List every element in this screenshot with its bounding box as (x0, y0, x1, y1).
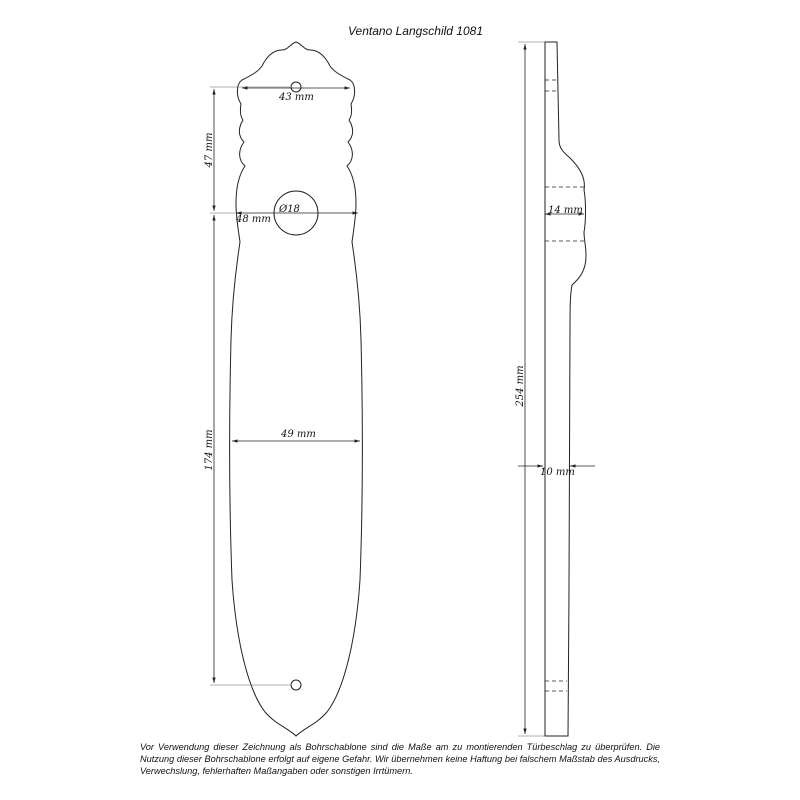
dim-label-254: 254 mm (515, 365, 526, 407)
drawing-title: Ventano Langschild 1081 (348, 24, 483, 38)
dim-label-47: 47 mm (204, 132, 215, 168)
dim-label-hole-diameter: Ø18 (279, 204, 300, 215)
dim-label-14: 14 mm (548, 205, 583, 216)
bottom-screw-hole (291, 680, 301, 690)
side-plate-outline (545, 42, 586, 736)
front-plate-outline (230, 42, 363, 736)
dim-label-43: 43 mm (279, 92, 314, 103)
disclaimer-text: Vor Verwendung dieser Zeichnung als Bohrschablone sind die Maße am zu montierenden Türbeschlag zu überprüfen. Die Nutzung dieser Bohrschablone erfolgt auf eigene Gefahr. Wir übernehmen keine Haftung bei falschem Maßstab des Ausdrucks, Verwechslung, fehlerhaften Maßangaben oder sonstigen Irrtümern. (140, 742, 660, 776)
top-screw-hole (291, 82, 301, 92)
dim-label-10: 10 mm (540, 467, 575, 478)
dim-label-174: 174 mm (204, 429, 215, 471)
dim-label-49: 49 mm (281, 429, 316, 440)
dim-label-48: 48 mm (236, 214, 271, 225)
